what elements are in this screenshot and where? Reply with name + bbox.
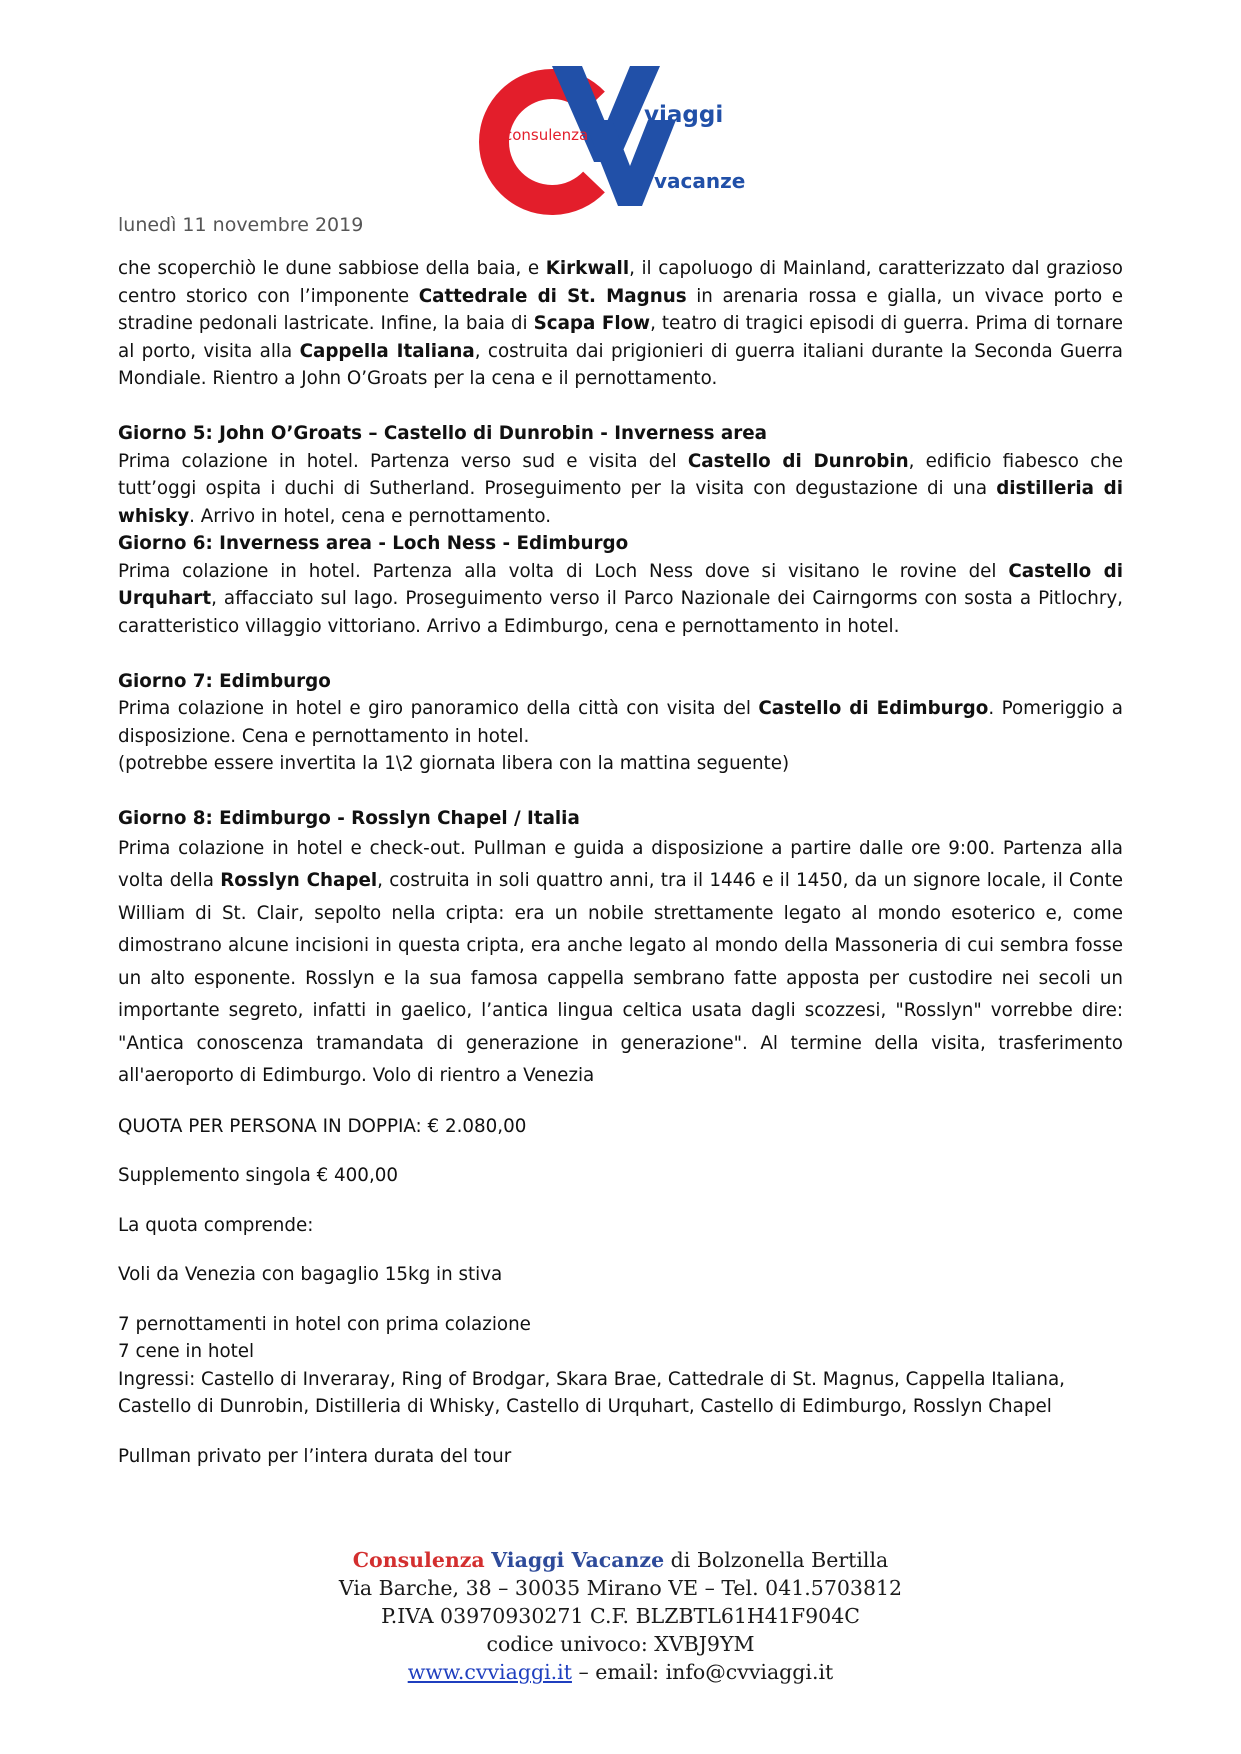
bold-place-name: Cattedrale di St. Magnus [418, 285, 687, 307]
text-run: in arenaria rossa e gialla, un vivace porto e stradine pedonali lastricate. Infine, la baia di [118, 285, 1123, 334]
footer-company-name [0, 1546, 1241, 1574]
text-run: , edificio fiabesco che tutt’oggi ospita i duchi di Sutherland. Proseguimento per la visita con degustazione di una [118, 450, 1123, 499]
intro-paragraph [118, 255, 1123, 393]
includes-flights: Voli da Venezia con bagaglio 15kg in stiva [118, 1264, 503, 1285]
bold-place-name: distilleria di whisky [118, 478, 1123, 527]
text-run: . Pomeriggio a disposizione. Cena e pernottamento in hotel. [118, 698, 1123, 747]
cv-logo-graphic [468, 66, 780, 218]
text-run: , affacciato sul lago. Proseguimento verso il Parco Nazionale dei Cairngorms con sosta a Pitlochry, caratteristico villaggio vittoriano. Arrivo a Edimburgo, cena e pernottamento in hotel. [118, 588, 1123, 637]
single-supplement: Supplemento singola € 400,00 [118, 1165, 399, 1186]
text-run: , il capoluogo di Mainland, caratterizzato dal grazioso centro storico con l’imponente [118, 258, 1123, 307]
bold-place-name: Castello di Edimburgo [758, 698, 989, 719]
company-logo [468, 66, 780, 218]
footer-name-owner: di Bolzonella Bertilla [664, 1548, 889, 1572]
day-8-description [118, 833, 1123, 1093]
day-7-title: Giorno 7: Edimburgo [118, 670, 331, 692]
text-run: . Arrivo in hotel, cena e pernottamento. [189, 505, 552, 527]
text-run: Prima colazione in hotel. Partenza verso sud e visita del [118, 450, 688, 472]
footer-contacts [0, 1658, 1241, 1686]
text-run: che scoperchiò le dune sabbiose della baia, e [118, 258, 546, 279]
bold-place-name: Kirkwall [545, 258, 630, 279]
footer-unique-code: codice univoco: XVBJ9YM [486, 1632, 755, 1656]
text-run: Prima colazione in hotel e check-out. Pullman e guida a disposizione a partire dalle ore 9:00. Partenza alla volta della [118, 837, 1123, 891]
document-date: lunedì 11 novembre 2019 [118, 214, 364, 236]
day-6-description [118, 558, 1123, 641]
includes-nights: 7 pernottamenti in hotel con prima colazione [118, 1313, 531, 1335]
bold-place-name: Castello di Dunrobin [687, 450, 909, 472]
footer-address: Via Barche, 38 – 30035 Mirano VE – Tel. 041.5703812 [338, 1576, 903, 1600]
includes-dinners: 7 cene in hotel [118, 1341, 255, 1362]
footer-name-blue: Viaggi Vacanze [491, 1548, 665, 1572]
day-7-note: (potrebbe essere invertita la 1\2 giornata libera con la mattina seguente) [118, 753, 790, 774]
document-body [118, 255, 1123, 1470]
text-run: , costruita in soli quattro anni, tra il 1446 e il 1450, da un signore locale, il Conte William di St. Clair, sepolto nella cripta: era un nobile strettamente legato al mondo esoterico e, come dimostrano alcune incisioni in questa cripta, era anche legato al mondo della Massoneria di cui sembra fosse un alto esponente. Rosslyn e la sua famosa cappella sembrano fatte apposta per custodire nei secoli un importante segreto, infatti in gaelico, l’antica lingua celtica usata dagli scozzesi, "Rosslyn" vorrebbe dire: "Antica conoscenza tramandata di generazione in generazione". Al termine della visita, trasferimento all'aeroporto di Edimburgo. Volo di rientro a Venezia [118, 870, 1123, 1086]
includes-label: La quota comprende: [118, 1214, 314, 1236]
day-5-description [118, 448, 1123, 531]
bold-place-name: Scapa Flow [533, 313, 651, 334]
logo-word-consulenza: consulenza [504, 126, 589, 144]
includes-entrances: Ingressi: Castello di Inveraray, Ring of Brodgar, Skara Brae, Cattedrale di St. Magnus, Cappella Italiana, Castello di Dunrobin, Distilleria di Whisky, Castello di Urquhart, Castello di Edimburgo, Rosslyn Chapel [118, 1368, 1065, 1417]
text-run: , teatro di tragici episodi di guerra. Prima di tornare al porto, visita alla [118, 313, 1123, 362]
website-link[interactable]: www.cvviaggi.it [407, 1660, 572, 1684]
day-6-title: Giorno 6: Inverness area - Loch Ness - Edimburgo [118, 533, 629, 554]
text-run: Prima colazione in hotel. Partenza alla volta di Loch Ness dove si visitano le rovine del [118, 560, 1009, 582]
day-7-description [118, 695, 1123, 750]
text-run: , costruita dai prigionieri di guerra italiani durante la Seconda Guerra Mondiale. Rientro a John O’Groats per la cena e il pernottamento. [118, 340, 1124, 389]
logo-word-viaggi: viaggi [644, 102, 724, 128]
company-footer [0, 1546, 1241, 1686]
logo-word-vacanze: vacanze [654, 169, 746, 193]
text-run: Prima colazione in hotel e giro panoramico della città con visita del [118, 698, 759, 719]
day-8-title: Giorno 8: Edimburgo - Rosslyn Chapel / Italia [118, 808, 580, 829]
includes-bus: Pullman privato per l’intera durata del tour [118, 1445, 512, 1467]
bold-place-name: Castello di Urquhart [118, 560, 1123, 609]
bold-place-name: Rosslyn Chapel [220, 870, 378, 891]
footer-name-red: Consulenza [352, 1548, 485, 1572]
bold-place-name: Cappella Italiana [299, 340, 475, 362]
price-per-person: QUOTA PER PERSONA IN DOPPIA: € 2.080,00 [118, 1115, 527, 1137]
day-5-title: Giorno 5: John O’Groats – Castello di Dunrobin - Inverness area [118, 423, 768, 444]
footer-email: – email: info@cvviaggi.it [571, 1660, 834, 1684]
footer-vat: P.IVA 03970930271 C.F. BLZBTL61H41F904C [381, 1604, 860, 1628]
